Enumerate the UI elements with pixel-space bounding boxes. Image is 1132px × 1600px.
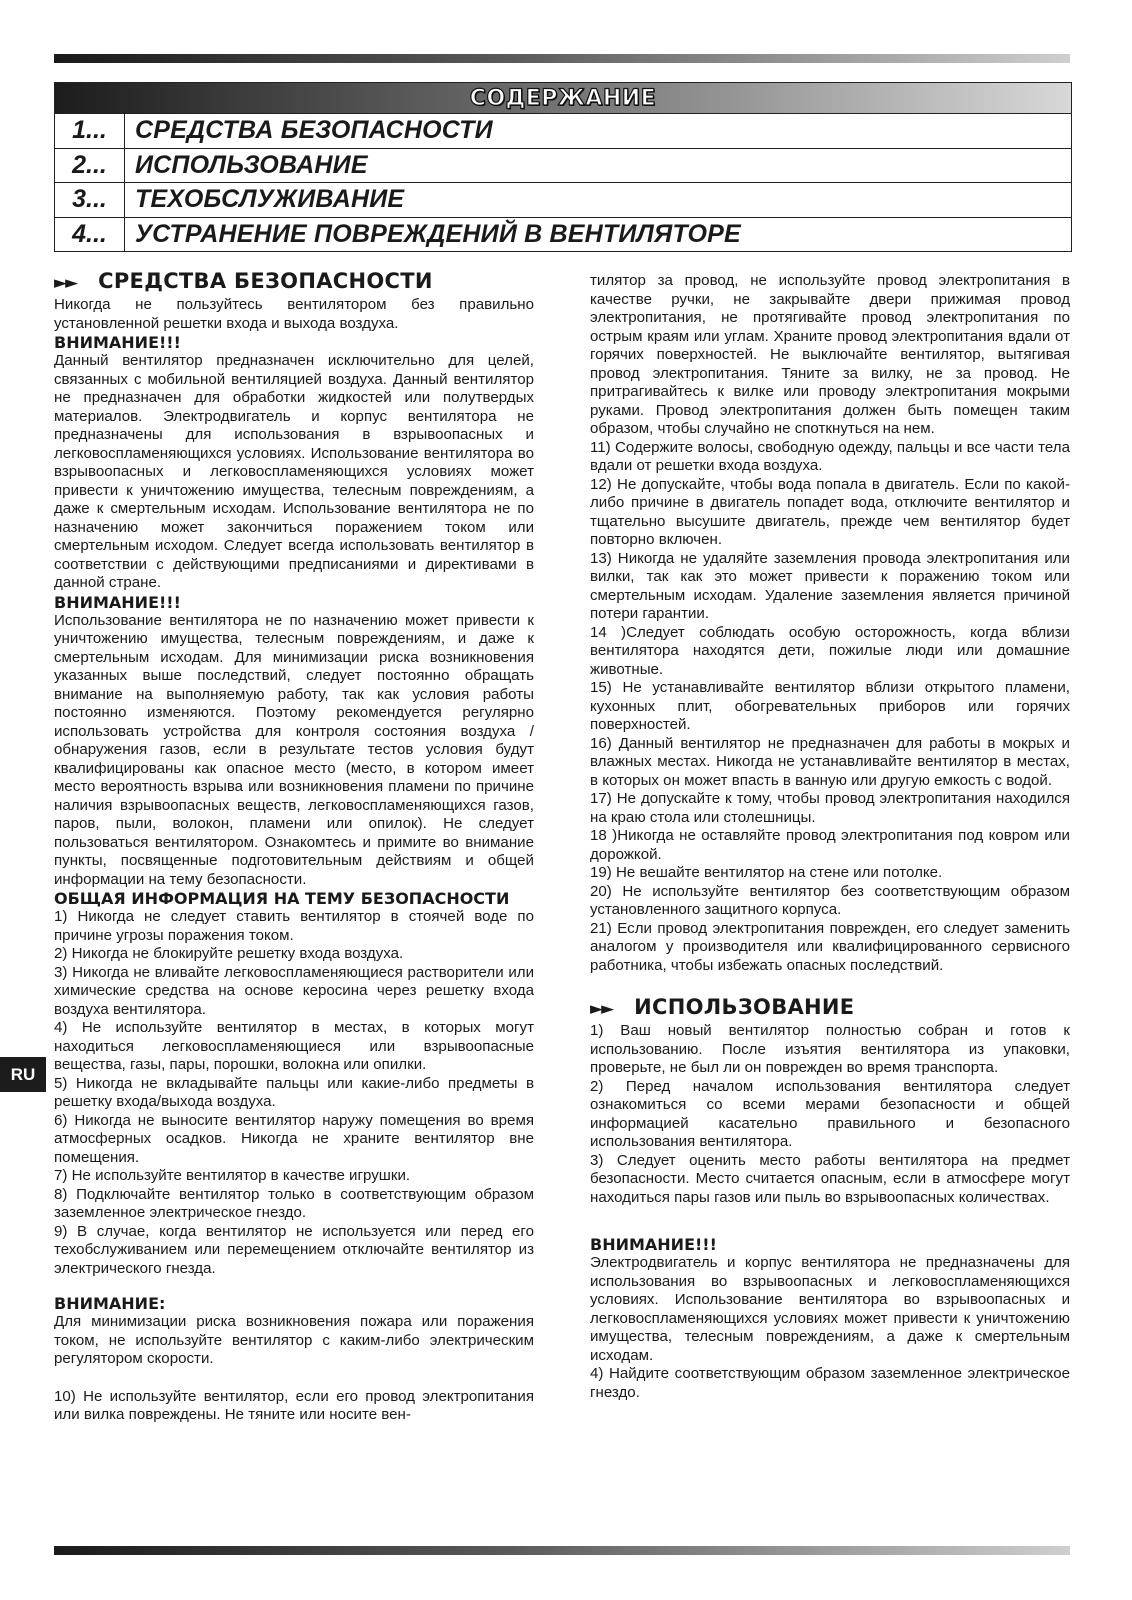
toc-title: ИСПОЛЬЗОВАНИЕ [135,150,368,179]
double-arrow-icon: ►► [54,273,77,293]
warning-text: Для минимизации риска возникновения пожара или поражения током, не используйте вентилятор с каким-либо электрическим регулятором скорости. [54,1313,534,1367]
double-arrow-icon: ►► [590,999,613,1019]
safety-section-title: ►► СРЕДСТВА БЕЗОПАСНОСТИ [54,269,433,293]
list-item: 6) Никогда не выносите вентилятор наружу помещения во время атмосферных осадков. Никогда не храните вентилятор вне помещения. [54,1111,534,1166]
list-item: 21) Если провод электропитания поврежден, его следует заменить аналогом у производителя или квалифицированного сервисного работника, чтобы избежать опасных последствий. [590,919,1070,974]
warning-heading: ВНИМАНИЕ!!! [54,592,181,612]
toc-title: СРЕДСТВА БЕЗОПАСНОСТИ [135,116,493,145]
table-of-contents [54,82,1072,252]
warning-text: Данный вентилятор предназначен исключительно для целей, связанных с мобильной вентиляцией воздуха. Данный вентилятор не предназначен для обработки жидкостей или полутвердых материалов. Электродвигатель и корпус вентилятора не предназначены для использования в взрывоопасных и легковоспламеняющихся условиях. Использование вентилятора во взрывоопасных и легковоспламеняющихся условиях может привести к уничтожению имущества, телесным повреждениям, а даже к смертельным исходам. Использование вентилятора не по назначению может закончиться поражением током или смертельным исходом. Следует всегда использовать вентилятор в соответствии с действующими предписаниями и директивами в данной стране. [54,352,534,591]
list-item: 2) Никогда не блокируйте решетку входа воздуха. [54,945,404,962]
warning-heading: ВНИМАНИЕ!!! [54,333,181,352]
toc-number: 1... [55,114,125,148]
list-item: 3) Никогда не вливайте легковоспламеняющиеся растворители или химические средства на основе керосина через решетку входа воздуха вентилятора. [54,963,534,1018]
right-column [590,272,1070,1402]
safety-intro: Никогда не пользуйтесь вентилятором без правильно установленной решетки входа и выхода воздуха. [54,296,534,332]
list-item: 4) Найдите соответствующим образом заземленное электрическое гнездо. [590,1365,1070,1401]
left-column [54,268,534,1425]
list-item: 13) Никогда не удаляйте заземления провода электропитания или вилки, так как это может привести к поражению током или смертельным исходам. Удаление заземления является причиной потери гарантии. [590,549,1070,622]
list-item: 19) Не вешайте вентилятор на стене или потолке. [590,864,943,881]
list-item: 8) Подключайте вентилятор только в соответствующим образом заземленное электрическое гнездо. [54,1185,534,1221]
list-item: 4) Не используйте вентилятор в местах, в которых могут находиться легковоспламеняющиеся или взрывоопасные вещества, газы, пары, порошки, волокна или опилки. [54,1019,534,1073]
list-item: 10) Не используйте вентилятор, если его провод электропитания или вилка повреждены. Не тяните или носите вен- [54,1387,534,1423]
list-item: 11) Содержите волосы, свободную одежду, пальцы и все части тела вдали от решетки входа воздуха. [590,438,1070,474]
list-item: 14 )Следует соблюдать особую осторожность, когда вблизи вентилятора находятся дети, пожилые люди или домашние животные. [590,623,1070,678]
list-item: 20) Не используйте вентилятор без соответствующим образом установленного защитного корпуса. [590,882,1070,918]
toc-title: ТЕХОБСЛУЖИВАНИЕ [135,185,405,214]
list-item: 18 )Никогда не оставляйте провод электропитания под ковром или дорожкой. [590,827,1070,863]
list-item: 1) Ваш новый вентилятор полностью собран и готов к использованию. После изъятия вентилятора из упаковки, проверьте, не был ли он поврежден во время транспорта. [590,1022,1070,1076]
warning-heading: ВНИМАНИЕ: [54,1294,166,1313]
list-item: 3) Следует оценить место работы вентилятора на предмет безопасности. Место считается опасным, если в атмосфере могут находиться пары газов или пыль во взрывоопасных количествах. [590,1151,1070,1206]
list-item: 5) Никогда не вкладывайте пальцы или какие-либо предметы в решетку входа/выхода воздуха. [54,1074,534,1110]
toc-number: 4... [55,218,125,252]
toc-heading-text: СОДЕРЖАНИЕ [469,85,657,111]
list-item: 7) Не используйте вентилятор в качестве игрушки. [54,1167,411,1184]
language-tab: RU [0,1057,46,1092]
list-item: 2) Перед началом использования вентилятора следует ознакомиться со всеми мерами безопасности и общей информацией касательно правильного и безопасного использования вентилятора. [590,1077,1070,1150]
list-item: 12) Не допускайте, чтобы вода попала в двигатель. Если по какой-либо причине в двигатель попадет вода, отключите вентилятор и тщательно высушите двигатель, прежде чем вентилятор будет повторно включен. [590,475,1070,548]
list-item: 16) Данный вентилятор не предназначен для работы в мокрых и влажных местах. Никогда не устанавливайте вентилятор в местах, в которых он может впасть в ванную или другую емкость с водой. [590,734,1070,789]
toc-heading [55,83,1071,114]
warning-text: Использование вентилятора не по назначению может привести к уничтожению имущества, телесным повреждениям, и даже к смертельным исходам. Для минимизации риска возникновения указанных выше последствий, следует постоянно обращать внимание на выполняемую работу, так как условия работы постоянно изменяются. Поэтому рекомендуется регулярно использовать устройства для контроля состояния воздуха / обнаружения газов, если в результате тестов условия будут квалифицированы как опасное место (место, в котором имеет место вероятность взрыва или возникновения пламени по причине наличия взрывоопасных веществ, легковоспламеняющихся газов, паров, пыли, волокон, пламени или опилок). Не следует пользоваться вентилятором. Ознакомтесь и примите во внимание пункты, посвященные подготовительным действиям и общей информации на тему безопасности. [54,611,534,888]
warning-text: Электродвигатель и корпус вентилятора не предназначены для использования во взрывоопасных и легковоспламеняющихся условиях. Использование вентилятора во взрывоопасных и легковоспламеняющихся условиях может привести к уничтожению имущества, телесным повреждениям, а даже к смертельным исходам. [590,1254,1070,1364]
toc-number: 3... [55,183,125,217]
toc-row [55,149,1071,184]
warning-heading: ВНИМАНИЕ!!! [590,1235,717,1254]
toc-row [55,114,1071,149]
list-item: 1) Никогда не следует ставить вентилятор в стоячей воде по причине угрозы поражения током. [54,908,534,944]
toc-row [55,218,1071,252]
top-rule [54,54,1070,63]
toc-row [55,183,1071,218]
list-item-continued: тилятор за провод, не используйте провод электропитания в качестве ручки, не закрывайте двери прижимая провод электропитания, не протягивайте провод электропитания по острым краям или углам. Храните провод электропитания вдали от горячих поверхностей. Не выключайте вентилятор, вытягивая провод электропитания. Тяните за вилку, не за провод. Не притрагивайтесь к вилке или проводу электропитания мокрыми руками. Провод электропитания должен быть помещен таким образом, чтобы случайно не споткнуться на нем. [590,272,1070,437]
usage-section-title: ►► ИСПОЛЬЗОВАНИЕ [590,995,855,1019]
bottom-rule [54,1546,1070,1555]
list-item: 17) Не допускайте к тому, чтобы провод электропитания находился на краю стола или столешницы. [590,790,1070,826]
general-safety-heading: ОБЩАЯ ИНФОРМАЦИЯ НА ТЕМУ БЕЗОПАСНОСТИ [54,889,510,908]
list-item: 15) Не устанавливайте вентилятор вблизи открытого пламени, кухонных плит, обогревательных приборов или горячих поверхностей. [590,679,1070,733]
list-item: 9) В случае, когда вентилятор не используется или перед его техобслуживанием или перемещением отключайте вентилятор из электрического гнезда. [54,1222,534,1277]
toc-title: УСТРАНЕНИЕ ПОВРЕЖДЕНИЙ В ВЕНТИЛЯТОРЕ [135,219,741,248]
toc-number: 2... [55,149,125,183]
